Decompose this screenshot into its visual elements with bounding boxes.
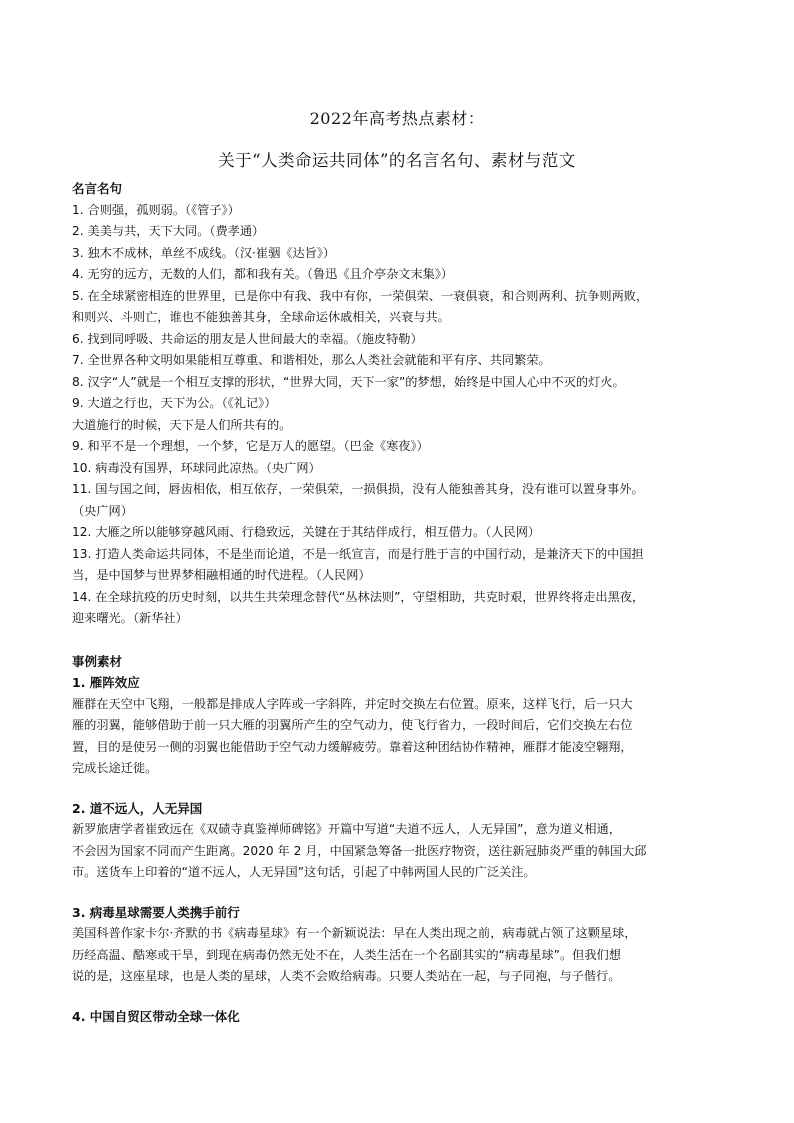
- quote-line: 14. 在全球抗疫的历史时刻，以共生共荣理念替代“丛林法则”，守望相助，共克时艰，世界终将走出黑夜，: [72, 589, 645, 604]
- quote-line: 12. 大雁之所以能够穿越风雨、行稳致远，关键在于其结伴成行，相互借力。（人民网）: [72, 525, 541, 539]
- section-spacer: [72, 630, 730, 651]
- case-line: 美国科普作家卡尔·齐默的书《病毒星球》有一个新颖说法：早在人类出现之前，病毒就占领了这颗星球，: [72, 926, 637, 940]
- section-spacer: [72, 884, 730, 902]
- quote-line: 7. 全世界各种文明如果能相互尊重、和谐相处，那么人类社会就能和平有序、共同繁荣。: [72, 353, 551, 367]
- case-line: 完成长途迁徙。: [72, 761, 158, 775]
- section-spacer: [72, 780, 730, 798]
- case-item: [72, 902, 730, 988]
- case-heading: 4. 中国自贸区带动全球一体化: [72, 1008, 240, 1024]
- document-title-line2: 关于“人类命运共同体”的名言名句、素材与范文: [218, 151, 576, 170]
- case-item: [72, 798, 730, 884]
- cases-heading: 事例素材: [72, 653, 123, 669]
- quote-line: 和则兴、斗则亡，谁也不能独善其身，全球命运休戚相关，兴衰与共。: [72, 310, 450, 324]
- quote-line: 8. 汉字“人”就是一个相互支撑的形状，“世界大同，天下一家”的梦想，始终是中国人心中不灭的灯火。: [72, 374, 625, 389]
- quote-line: 大道施行的时候，天下是人们所共有的。: [72, 417, 292, 432]
- quote-line: 3. 独木不成林，单丝不成线。（汉·崔骃《达旨》）: [72, 245, 336, 260]
- case-heading: 3. 病毒星球需要人类携手前行: [72, 904, 240, 920]
- section-spacer: [72, 988, 730, 1006]
- quote-line: 6. 找到同呼吸、共命运的朋友是人世间最大的幸福。（施皮特勒）: [72, 331, 423, 346]
- quote-line: 10. 病毒没有国界，环球同此凉热。（央广网）: [72, 460, 321, 475]
- case-line: 市。送货车上印着的“道不远人，人无异国”这句话，引起了中韩两国人民的广泛关注。: [72, 865, 536, 879]
- case-line: 新罗旅唐学者崔致远在《双碛寺真鉴禅师碑铭》开篇中写道“夫道不远人，人无异国”，意为道义相通，: [72, 822, 621, 836]
- quote-line: 当，是中国梦与世界梦相融相通的时代进程。（人民网）: [72, 568, 371, 582]
- case-heading: 1. 雁阵效应: [72, 675, 140, 690]
- quote-line: 9. 和平不是一个理想，一个梦，它是万人的愿望。（巴金《寒夜》）: [72, 439, 429, 453]
- case-line: 说的是，这座星球，也是人类的星球，人类不会败给病毒。只要人类站在一起，与子同袍，与子偕行。: [72, 969, 621, 983]
- quote-line: 11. 国与国之间，唇齿相依，相互依存，一荣俱荣，一损俱损，没有人能独善其身，没有谁可以置身事外。: [72, 482, 644, 496]
- quote-line: 2. 美美与共，天下大同。（费孝通）: [72, 224, 265, 238]
- quotes-list: [72, 200, 730, 630]
- quote-line: 9. 大道之行也，天下为公。（《礼记》）: [72, 396, 277, 410]
- document-body: [72, 178, 730, 1027]
- case-item: [72, 672, 730, 780]
- quotes-heading: 名言名句: [72, 181, 123, 196]
- case-line: 不会因为国家不同而产生距离。2020 年 2 月，中国紧急筹备一批医疗物资，送往新冠肺炎严重的韩国大邱: [72, 843, 647, 858]
- case-line: 雁的羽翼，能够借助于前一只大雁的羽翼所产生的空气动力，使飞行省力，一段时间后，它们交换左右位: [72, 718, 633, 732]
- document-title-line1: 2022年高考热点素材：: [309, 109, 485, 128]
- case-heading: 2. 道不远人，人无异国: [72, 800, 203, 816]
- quote-line: 1. 合则强，孤则弱。（《管子》）: [72, 202, 240, 217]
- quote-line: （央广网）: [72, 503, 133, 518]
- quote-line: 5. 在全球紧密相连的世界里，已是你中有我、我中有你，一荣俱荣、一衰俱衰，和合则两利、抗争则两败，: [72, 288, 649, 303]
- case-line: 雁群在天空中飞翔，一般都是排成人字阵或一字斜阵，并定时交换左右位置。原来，这样飞行，后一只大: [72, 696, 633, 711]
- case-item: [72, 1006, 730, 1028]
- quote-line: 13. 打造人类命运共同体，不是坐而论道，不是一纸宣言，而是行胜于言的中国行动，是兼济天下的中国担: [72, 546, 644, 561]
- case-line: 历经高温、酷寒或干旱，到现在病毒仍然无处不在，人类生活在一个名副其实的“病毒星球”。但我们想: [72, 947, 621, 962]
- quote-line: 4. 无穷的远方，无数的人们，都和我有关。（鲁迅《且介亭杂文末集》）: [72, 267, 454, 281]
- quote-line: 迎来曙光。（新华社）: [72, 611, 188, 625]
- case-line: 置，目的是使另一侧的羽翼也能借助于空气动力缓解疲劳。靠着这种团结协作精神，雁群才能凌空翱翔，: [72, 739, 633, 754]
